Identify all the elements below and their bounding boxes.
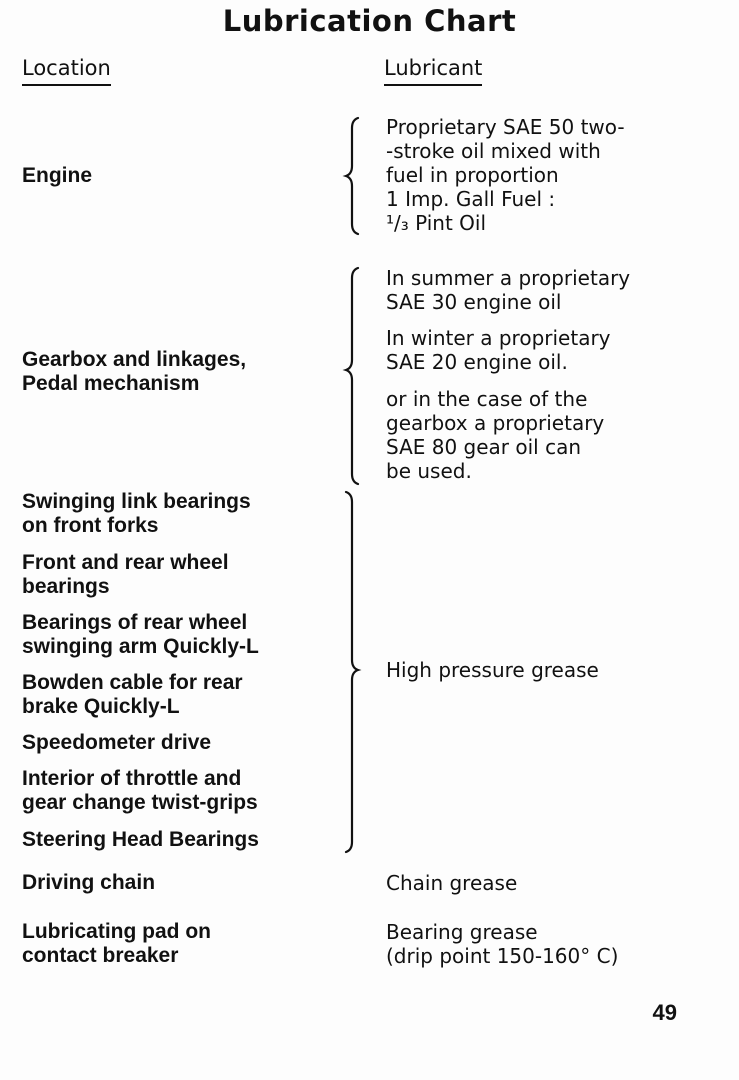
- page-title: Lubrication Chart: [222, 4, 517, 38]
- driving-chain-location: Driving chain: [22, 871, 156, 894]
- grease-location-5: Speedometer drive: [22, 731, 212, 754]
- gearbox-lubricant-summer: In summer a proprietary SAE 30 engine oil: [386, 266, 631, 314]
- contact-breaker-location: Lubricating pad on contact breaker: [22, 920, 211, 967]
- engine-location: Engine: [22, 164, 93, 187]
- gearbox-lubricant-gear-oil: or in the case of the gearbox a proprietary SAE 80 gear oil can be used.: [386, 387, 605, 483]
- driving-chain-lubricant: Chain grease: [386, 871, 518, 895]
- location-column-header: Location: [22, 56, 111, 86]
- engine-brace: [346, 118, 358, 234]
- lubricant-column-header: Lubricant: [384, 56, 482, 86]
- gearbox-lubricant-winter: In winter a proprietary SAE 20 engine oil.: [386, 326, 611, 374]
- grease-group-lubricant: High pressure grease: [386, 658, 599, 682]
- grease-location-7: Steering Head Bearings: [22, 828, 259, 851]
- gearbox-brace: [346, 268, 358, 484]
- gearbox-location: Gearbox and linkages, Pedal mechanism: [22, 348, 247, 395]
- grease-brace: [346, 492, 358, 852]
- page-number: 49: [652, 1000, 677, 1025]
- grease-location-6: Interior of throttle and gear change twist-grips: [22, 767, 258, 814]
- grease-location-1: Swinging link bearings on front forks: [22, 490, 251, 537]
- grease-location-4: Bowden cable for rear brake Quickly-L: [22, 671, 243, 718]
- grease-location-3: Bearings of rear wheel swinging arm Quickly-L: [22, 611, 259, 658]
- engine-lubricant: Proprietary SAE 50 two- -stroke oil mixed with fuel in proportion 1 Imp. Gall Fuel : ¹/₃ Pint Oil: [386, 115, 625, 235]
- contact-breaker-lubricant: Bearing grease (drip point 150-160° C): [386, 920, 619, 968]
- grease-location-2: Front and rear wheel bearings: [22, 551, 229, 598]
